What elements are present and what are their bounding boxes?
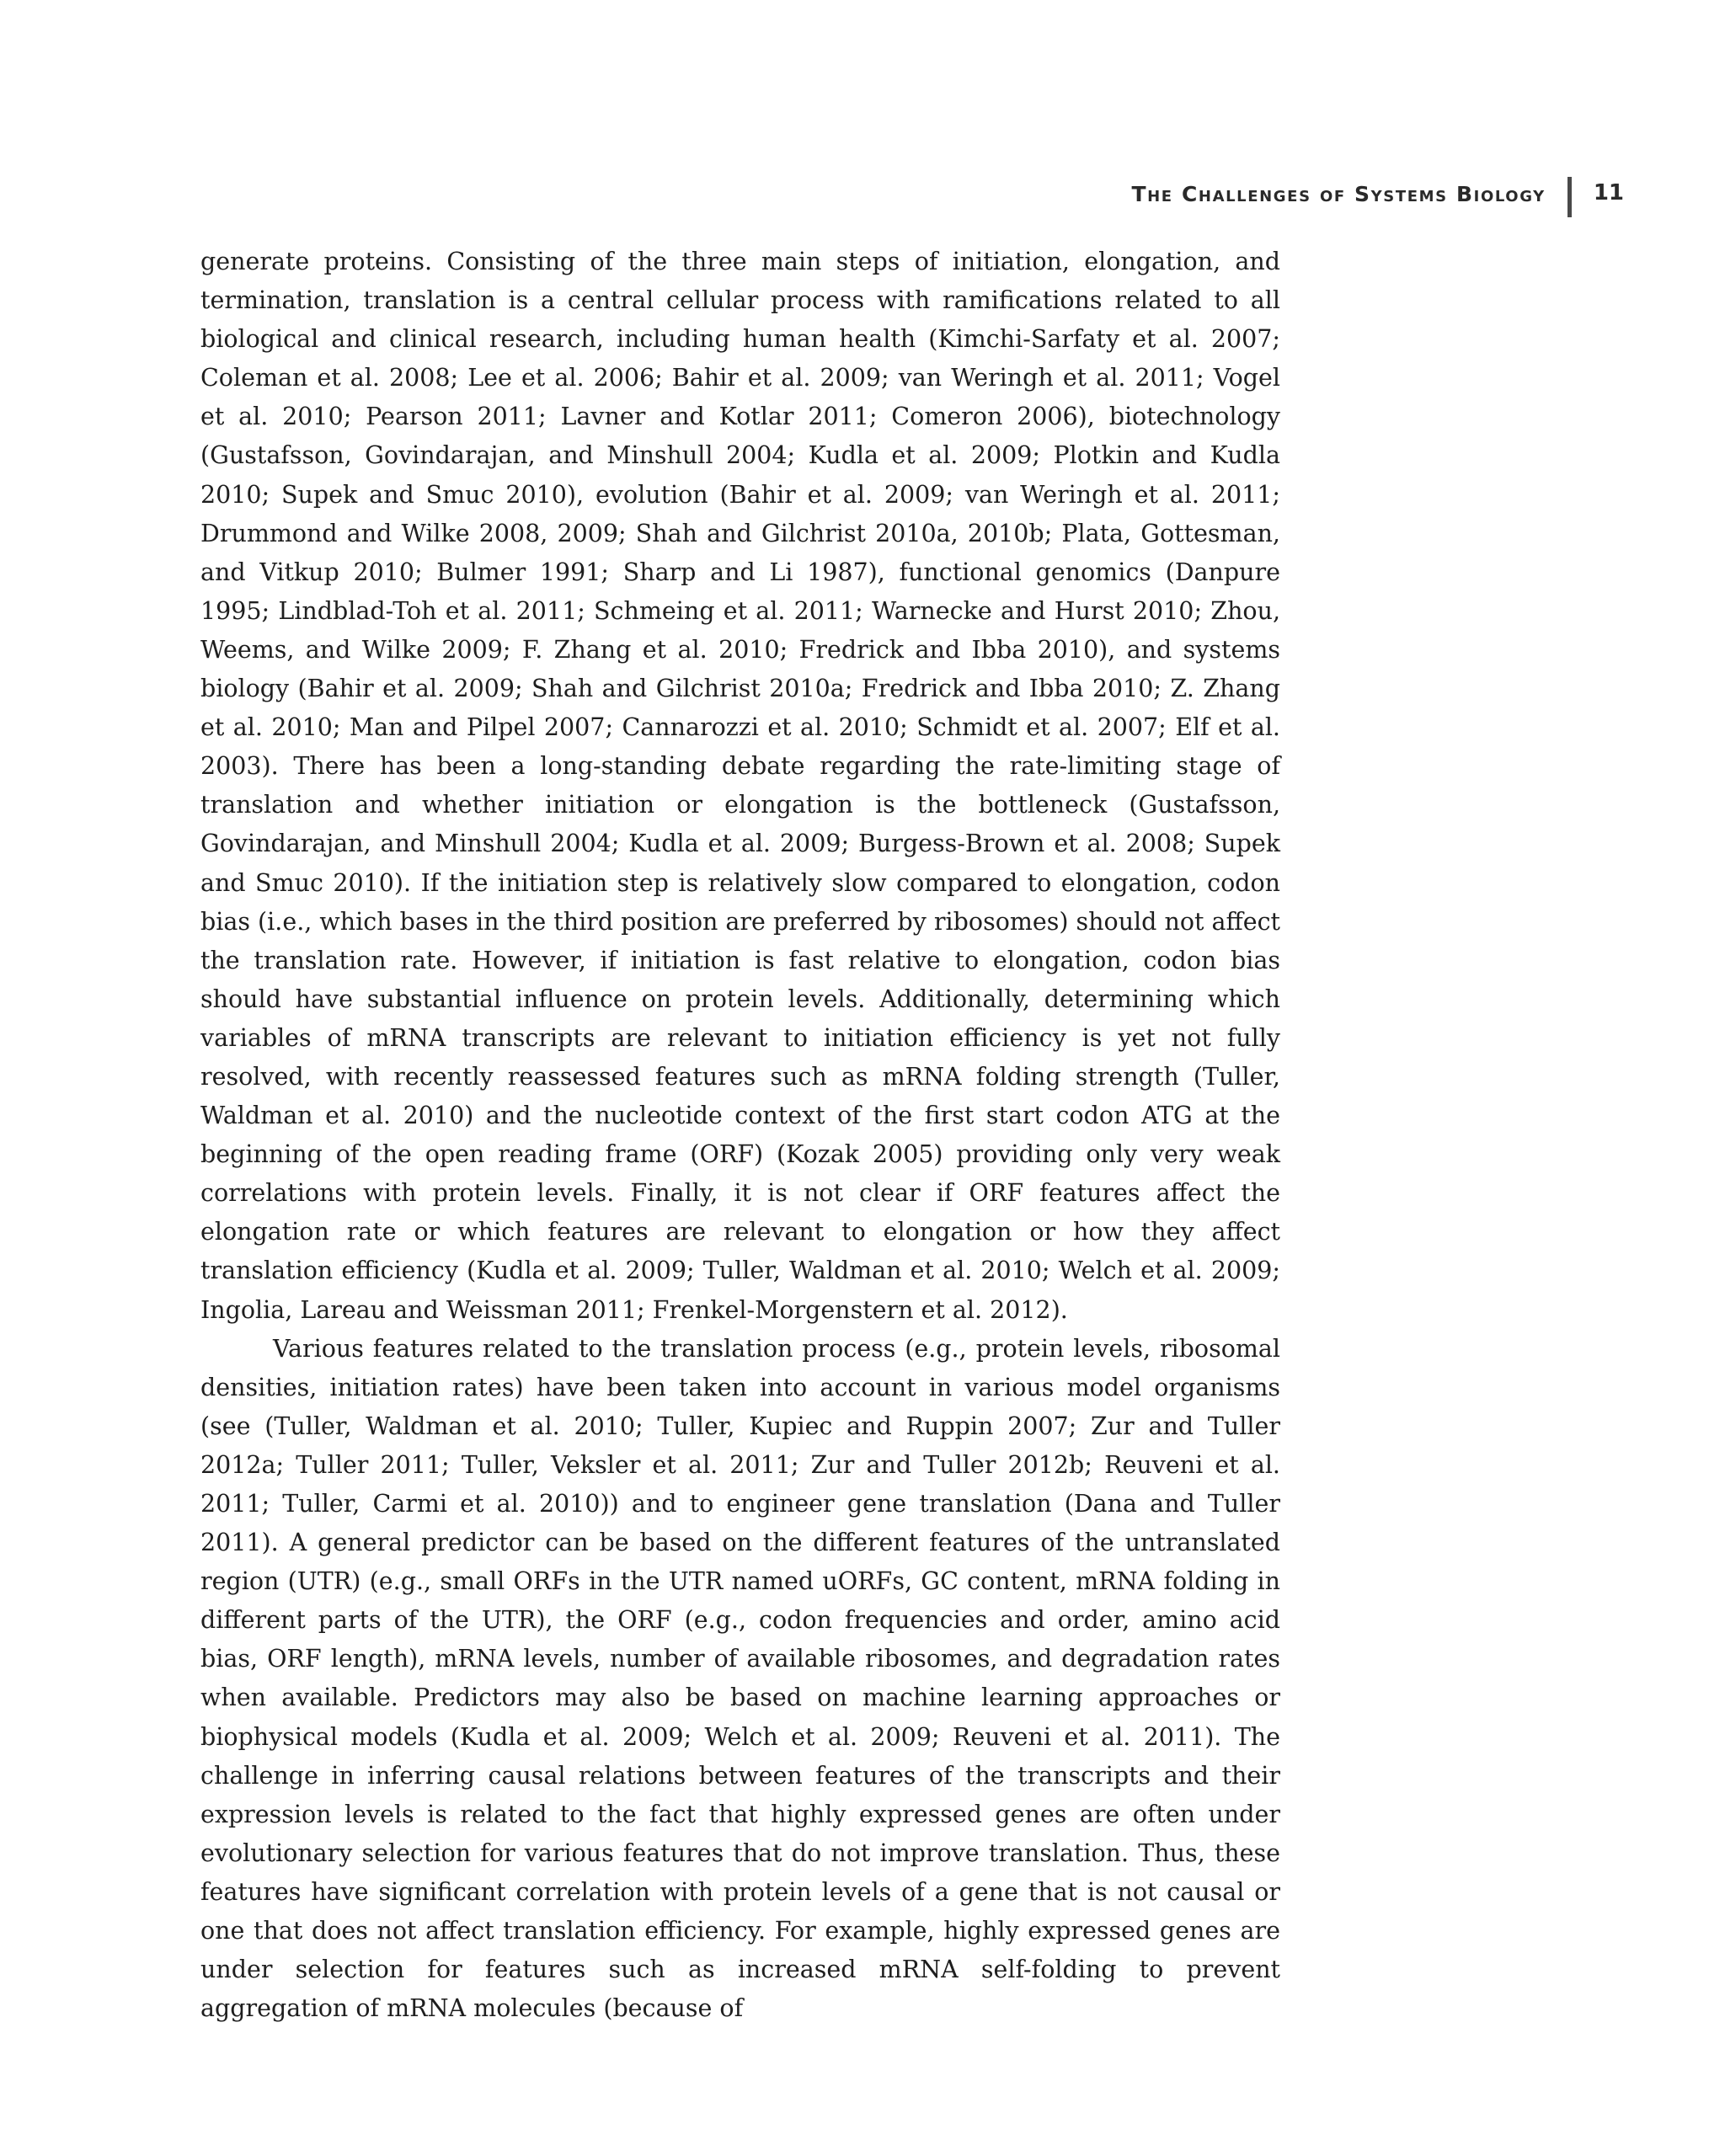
page-number: 11: [1593, 180, 1624, 205]
main-text: [200, 243, 1280, 2028]
running-head: [1131, 177, 1624, 219]
paragraph-2: Various features related to the translation process (e.g., protein levels, ribosomal densities, initiation rates) have been taken into account in various model organisms (see (Tuller, Waldman et al. 2010; Tuller, Kupiec and Ruppin 2007; Zur and Tuller 2012a; Tuller 2011; Tuller, Veksler et al. 2011; Zur and Tuller 2012b; Reuveni et al. 2011; Tuller, Carmi et al. 2010)) and to engineer gene translation (Dana and Tuller 2011). A general predictor can be based on the different features of the untranslated region (UTR) (e.g., small ORFs in the UTR named uORFs, GC content, mRNA folding in different parts of the UTR), the ORF (e.g., codon frequencies and order, amino acid bias, ORF length), mRNA levels, number of available ribosomes, and degradation rates when available. Predictors may also be based on machine learning approaches or biophysical models (Kudla et al. 2009; Welch et al. 2009; Reuveni et al. 2011). The challenge in inferring causal relations between features of the transcripts and their expression levels is related to the fact that highly expressed genes are often under evolutionary selection for various features that do not improve translation. Thus, these features have significant correlation with protein levels of a gene that is not causal or one that does not affect translation efficiency. For example, highly expressed genes are under selection for features such as increased mRNA self-folding to prevent aggregation of mRNA molecules (because of: [200, 1334, 1280, 2023]
paragraph-1: generate proteins. Consisting of the three main steps of initiation, elongation, and termination, translation is a central cellular process with ramifications related to all biological and clinical research, including human health (Kimchi-Sarfaty et al. 2007; Coleman et al. 2008; Lee et al. 2006; Bahir et al. 2009; van Weringh et al. 2011; Vogel et al. 2010; Pearson 2011; Lavner and Kotlar 2011; Comeron 2006), biotechnology (Gustafsson, Govindarajan, and Minshull 2004; Kudla et al. 2009; Plotkin and Kudla 2010; Supek and Smuc 2010), evolution (Bahir et al. 2009; van Weringh et al. 2011; Drummond and Wilke 2008, 2009; Shah and Gilchrist 2010a, 2010b; Plata, Gottesman, and Vitkup 2010; Bulmer 1991; Sharp and Li 1987), functional genomics (Danpure 1995; Lindblad-Toh et al. 2011; Schmeing et al. 2011; Warnecke and Hurst 2010; Zhou, Weems, and Wilke 2009; F. Zhang et al. 2010; Fredrick and Ibba 2010), and systems biology (Bahir et al. 2009; Shah and Gilchrist 2010a; Fredrick and Ibba 2010; Z. Zhang et al. 2010; Man and Pilpel 2007; Cannarozzi et al. 2010; Schmidt et al. 2007; Elf et al. 2003). There has been a long-standing debate regarding the rate-limiting stage of translation and whether initiation or elongation is the bottleneck (Gustafsson, Govindarajan, and Minshull 2004; Kudla et al. 2009; Burgess-Brown et al. 2008; Supek and Smuc 2010). If the initiation step is relatively slow compared to elongation, codon bias (i.e., which bases in the third position are preferred by ribosomes) should not affect the translation rate. However, if initiation is fast relative to elongation, codon bias should have substantial influence on protein levels. Additionally, determining which variables of mRNA transcripts are relevant to initiation efficiency is yet not fully resolved, with recently reassessed features such as mRNA folding strength (Tuller, Waldman et al. 2010) and the nucleotide context of the first start codon ATG at the beginning of the open reading frame (ORF) (Kozak 2005) providing only very weak correlations with protein levels. Finally, it is not clear if ORF features affect the elongation rate or which features are relevant to elongation or how they affect translation efficiency (Kudla et al. 2009; Tuller, Waldman et al. 2010; Welch et al. 2009; Ingolia, Lareau and Weissman 2011; Frenkel-Morgenstern et al. 2012).: [200, 248, 1281, 1324]
running-title: The Challenges of Systems Biology: [1131, 182, 1546, 206]
header-rule: [1567, 177, 1572, 217]
